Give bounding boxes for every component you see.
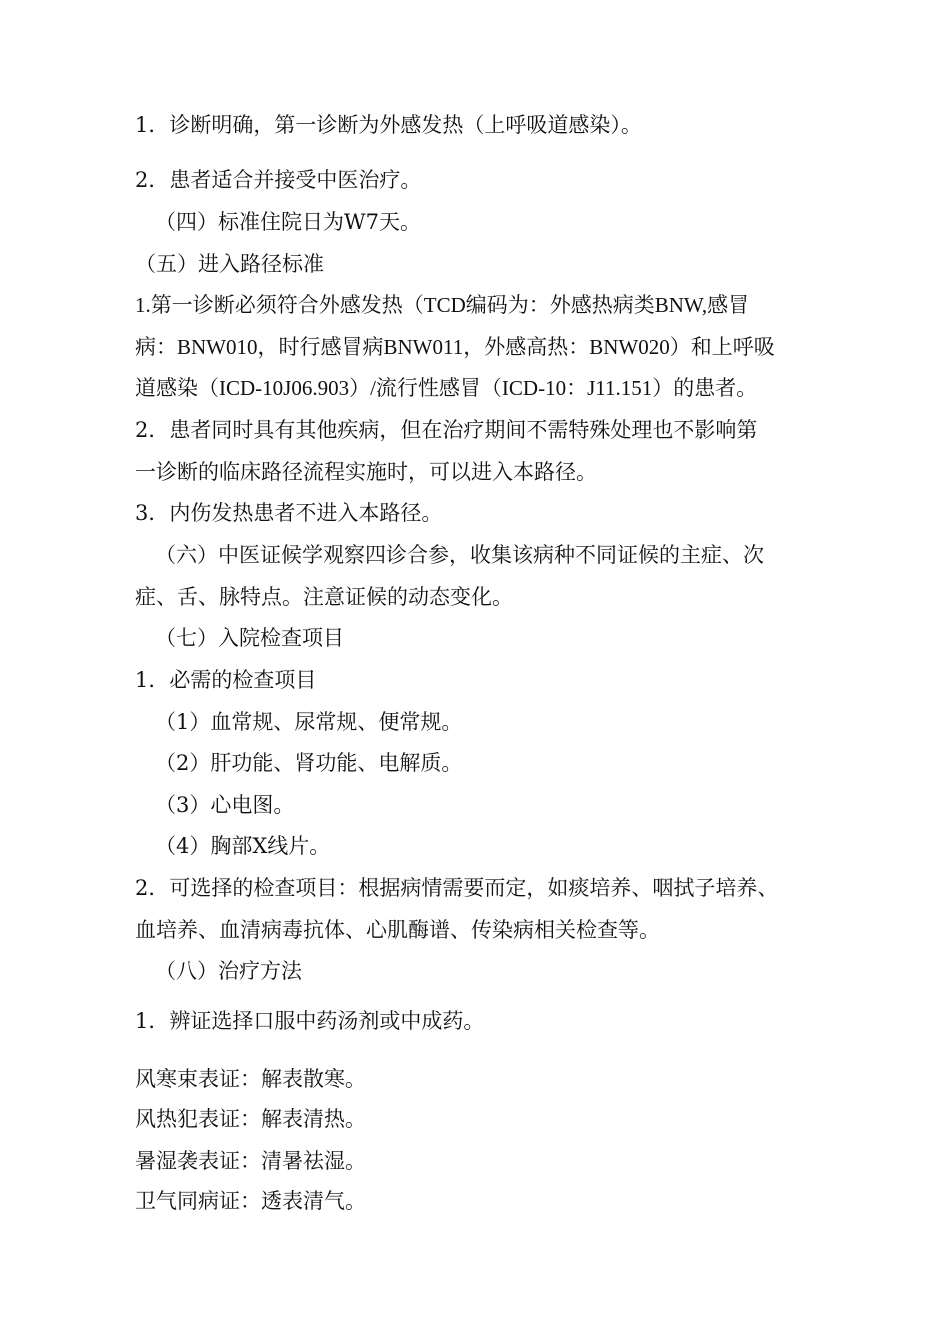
list-item: （1）血常规、尿常规、便常规。: [155, 710, 463, 734]
text-line: 2．患者同时具有其他疾病，但在治疗期间不需特殊处理也不影响第: [135, 418, 758, 442]
text-line: 1．必需的检查项目: [135, 668, 317, 692]
text-line: 病：BNW010，时行感冒病BNW011，外感高热：BNW020）和上呼吸: [135, 335, 775, 359]
section-heading: （八）治疗方法: [155, 959, 302, 983]
section-heading: （五）进入路径标准: [135, 252, 324, 276]
section-heading: （六）中医证候学观察四诊合参，收集该病种不同证候的主症、次: [155, 543, 764, 567]
text-line: 1.第一诊断必须符合外感发热（TCD编码为：外感热病类BNW,感冒: [135, 293, 750, 317]
text-line: 1．辨证选择口服中药汤剂或中成药。: [135, 1009, 485, 1033]
text-line: 症、舌、脉特点。注意证候的动态变化。: [135, 585, 513, 609]
section-heading: （七）入院检查项目: [155, 626, 344, 650]
text-line: 血培养、血清病毒抗体、心肌酶谱、传染病相关检查等。: [135, 918, 660, 942]
text-line: 2．可选择的检查项目：根据病情需要而定，如痰培养、咽拭子培养、: [135, 876, 779, 900]
text-line: 卫气同病证：透表清气。: [135, 1189, 366, 1213]
text-line: 风寒束表证：解表散寒。: [135, 1067, 366, 1091]
text-line: 暑湿袭表证：清暑祛湿。: [135, 1149, 366, 1173]
text-line: 3．内伤发热患者不进入本路径。: [135, 501, 443, 525]
section-heading: （四）标准住院日为W7天。: [155, 210, 421, 234]
list-item: （4）胸部X线片。: [155, 834, 331, 858]
text-line: 风热犯表证：解表清热。: [135, 1107, 366, 1131]
list-item: （2）肝功能、肾功能、电解质。: [155, 751, 463, 775]
text-line: 一诊断的临床路径流程实施时，可以进入本路径。: [135, 460, 597, 484]
text-line: 2．患者适合并接受中医治疗。: [135, 168, 422, 192]
list-item: （3）心电图。: [155, 793, 295, 817]
text-line: 道感染（ICD-10J06.903）/流行性感冒（ICD-10：J11.151）的患者。: [135, 376, 758, 400]
text-line: 1．诊断明确，第一诊断为外感发热（上呼吸道感染）。: [135, 113, 642, 137]
